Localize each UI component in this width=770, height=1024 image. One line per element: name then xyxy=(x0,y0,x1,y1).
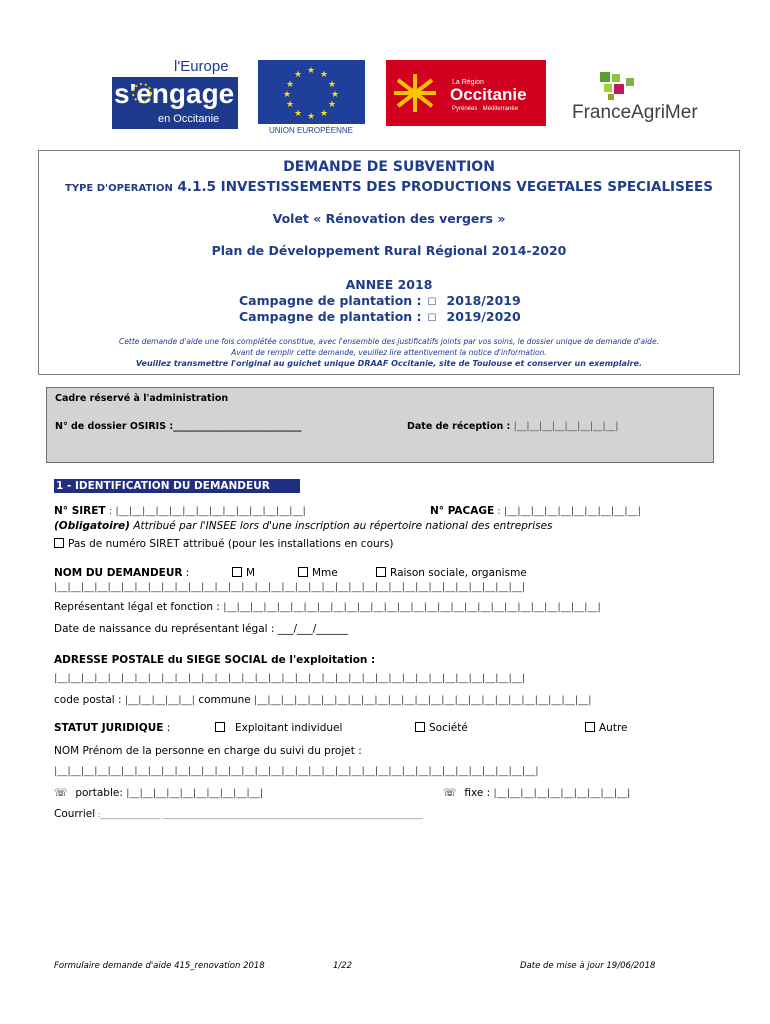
no-siret-checkbox[interactable] xyxy=(54,538,64,548)
occitanie-small: La Région xyxy=(452,79,484,86)
campagne-checkbox-1[interactable]: ☐ xyxy=(427,297,437,308)
raison-label: Raison sociale, organisme xyxy=(390,567,527,579)
annee: ANNEE 2018 xyxy=(345,277,433,292)
svg-text:★: ★ xyxy=(285,80,295,90)
opt-mme[interactable] xyxy=(298,567,338,579)
portable-row xyxy=(54,786,263,799)
campagne-value-1: 2018/2019 xyxy=(446,293,521,308)
statut-autre[interactable] xyxy=(585,722,628,734)
siret-note xyxy=(54,520,553,532)
statut-individuel[interactable] xyxy=(215,722,342,734)
phone-icon: ☏ xyxy=(443,786,457,799)
campagne-value-2: 2019/2020 xyxy=(446,309,521,324)
courriel-field[interactable]: :_______________ _________________________________________________________________ xyxy=(95,810,423,819)
note-notice: Avant de remplir cette demande, veuillez lire attentivement la notice d'information. xyxy=(231,348,547,357)
campagne-label: Campagne de plantation : xyxy=(239,293,422,308)
m-label: M xyxy=(246,567,256,579)
obligatoire-label: (Obligatoire) xyxy=(54,520,130,532)
admin-title: Cadre réservé à l'administration xyxy=(55,393,229,404)
societe-checkbox[interactable] xyxy=(415,722,425,732)
campagne-row-2 xyxy=(239,309,521,324)
cp-field[interactable]: |__|__|__|__|__| xyxy=(121,695,195,706)
representant-field[interactable]: |__|__|__|__|__|__|__|__|__|__|__|__|__|__|__|__|__|__|__|__|__|__|__|__|__|__|__|__| xyxy=(219,602,601,613)
svg-text:★: ★ xyxy=(327,100,337,110)
nom-field[interactable]: |__|__|__|__|__|__|__|__|__|__|__|__|__|__|__|__|__|__|__|__|__|__|__|__|__|__|__|__|__|__|__|__|__|__|__| xyxy=(54,582,526,593)
occitanie-name: Occitanie xyxy=(450,85,527,104)
portable-field[interactable]: |__|__|__|__|__|__|__|__|__|__| xyxy=(122,788,264,799)
campagne-row-1 xyxy=(239,293,521,308)
statut-societe[interactable] xyxy=(415,722,468,734)
portable-label: portable: xyxy=(75,787,123,799)
mme-label: Mme xyxy=(312,567,338,579)
campagne-checkbox-2[interactable]: ☐ xyxy=(427,313,437,324)
cp-label: code postal : xyxy=(54,694,122,706)
phone-icon: ☏ xyxy=(54,786,68,799)
m-checkbox[interactable] xyxy=(232,567,242,577)
footer-page: 1/22 xyxy=(333,961,353,971)
eu-flag-logo xyxy=(258,60,365,136)
opt-m[interactable] xyxy=(232,567,255,579)
pacage-field[interactable]: : |__|__|__|__|__|__|__|__|__|__| xyxy=(494,506,641,517)
siret-note-text: Attribué par l'INSEE lors d'une inscription au répertoire national des entreprises xyxy=(129,520,553,532)
siret-label: N° SIRET xyxy=(54,505,106,517)
courriel-label: Courriel xyxy=(54,808,96,820)
svg-text:★: ★ xyxy=(282,90,292,100)
svg-text:★: ★ xyxy=(293,70,303,80)
franceagrimer-name: FranceAgriMer xyxy=(572,102,698,123)
svg-text:★: ★ xyxy=(306,112,316,122)
volet: Volet « Rénovation des vergers » xyxy=(272,211,506,226)
individuel-label: Exploitant individuel xyxy=(235,722,343,734)
campagne-label: Campagne de plantation : xyxy=(239,309,422,324)
footer-date: Date de mise à jour 19/06/2018 xyxy=(520,961,656,971)
svg-text:★: ★ xyxy=(306,66,316,76)
mme-checkbox[interactable] xyxy=(298,567,308,577)
cp-commune-row xyxy=(54,694,592,706)
admin-box xyxy=(46,387,714,463)
commune-label: commune xyxy=(194,694,251,706)
naissance-field[interactable]: Date de naissance du représentant légal : ___/___/______ xyxy=(54,623,348,635)
nom-demandeur-row: NOM DU DEMANDEUR : xyxy=(54,567,190,579)
nom-label: NOM DU DEMANDEUR xyxy=(54,567,183,579)
autre-checkbox[interactable] xyxy=(585,722,595,732)
note-transmission: Veuillez transmettre l'original au guichet unique DRAAF Occitanie, site de Toulouse et conserver un exemplaire. xyxy=(135,359,643,368)
no-siret-option[interactable] xyxy=(54,538,394,550)
date-reception-field[interactable] xyxy=(407,421,618,432)
svg-text:★: ★ xyxy=(330,90,340,100)
fixe-label: fixe : xyxy=(464,787,491,799)
osiris-field[interactable]: N° de dossier OSIRIS :___________________________ xyxy=(55,421,302,432)
europe-engage-logo xyxy=(112,55,238,129)
operation-type-prefix: TYPE D'OPERATION xyxy=(65,183,173,194)
plan-title: Plan de Développement Rural Régional 2014-2020 xyxy=(211,243,567,258)
svg-text:★: ★ xyxy=(293,109,303,119)
siret-row xyxy=(54,505,306,517)
europe-logo-line3: en Occitanie xyxy=(158,113,220,125)
raison-checkbox[interactable] xyxy=(376,567,386,577)
representant-label: Représentant légal et fonction : xyxy=(54,601,220,613)
europe-logo-line2: s'engage xyxy=(114,78,235,109)
suivi-label: NOM Prénom de la personne en charge du suivi du projet : xyxy=(54,745,362,757)
footer-form-name: Formulaire demande d'aide 415_renovation 2018 xyxy=(54,961,265,971)
svg-text:★: ★ xyxy=(319,109,329,119)
fixe-row xyxy=(443,786,630,799)
date-reception-cells[interactable]: |__|__|__|__|__|__|__|__| xyxy=(513,421,619,432)
occitanie-sub: Pyrénées · Méditerranée xyxy=(452,106,519,112)
pacage-label: N° PACAGE xyxy=(430,505,495,517)
svg-text:★: ★ xyxy=(285,100,295,110)
header-box xyxy=(38,150,740,375)
statut-row: STATUT JURIDIQUE : xyxy=(54,722,171,734)
operation-type xyxy=(39,179,739,195)
franceagrimer-logo xyxy=(572,72,698,124)
svg-text:★: ★ xyxy=(327,80,337,90)
europe-logo-line1: l'Europe xyxy=(174,58,229,75)
no-siret-label: Pas de numéro SIRET attribué (pour les installations en cours) xyxy=(68,538,394,550)
societe-label: Société xyxy=(429,722,468,734)
date-reception-label: Date de réception : xyxy=(407,421,511,432)
adresse-field[interactable]: |__|__|__|__|__|__|__|__|__|__|__|__|__|__|__|__|__|__|__|__|__|__|__|__|__|__|__|__|__|__|__|__|__|__|__| xyxy=(54,673,526,684)
svg-text:★: ★ xyxy=(319,70,329,80)
commune-field[interactable]: |__|__|__|__|__|__|__|__|__|__|__|__|__|__|__|__|__|__|__|__|__|__|__|__|__| xyxy=(250,695,592,706)
statut-label: STATUT JURIDIQUE xyxy=(54,722,164,734)
opt-raison[interactable] xyxy=(376,567,527,579)
courriel-row xyxy=(54,808,423,820)
individuel-checkbox[interactable] xyxy=(215,722,225,732)
form-title: DEMANDE DE SUBVENTION xyxy=(283,159,495,175)
eu-caption: UNION EUROPÉENNE xyxy=(268,126,354,135)
fixe-field[interactable]: |__|__|__|__|__|__|__|__|__|__| xyxy=(490,788,631,799)
adresse-label: ADRESSE POSTALE du SIEGE SOCIAL de l'exploitation : xyxy=(54,654,376,666)
siret-field[interactable]: : |__|__|__|__|__|__|__|__|__|__|__|__|__|__| xyxy=(105,506,306,517)
pacage-row xyxy=(430,505,641,517)
section-title: 1 - IDENTIFICATION DU DEMANDEUR xyxy=(54,479,300,493)
suivi-field[interactable]: |__|__|__|__|__|__|__|__|__|__|__|__|__|__|__|__|__|__|__|__|__|__|__|__|__|__|__|__|__|__|__|__|__|__|__|__| xyxy=(54,766,539,777)
autre-label: Autre xyxy=(599,722,628,734)
representant-row xyxy=(54,601,601,613)
note-dossier: Cette demande d'aide une fois complétée constitue, avec l'ensemble des justificatifs joints par vos soins, le dossier unique de demande d'aide. xyxy=(119,337,659,346)
operation-type-rest: 4.1.5 INVESTISSEMENTS DES PRODUCTIONS VEGETALES SPECIALISEES xyxy=(172,179,713,195)
occitanie-region-logo xyxy=(386,60,546,126)
